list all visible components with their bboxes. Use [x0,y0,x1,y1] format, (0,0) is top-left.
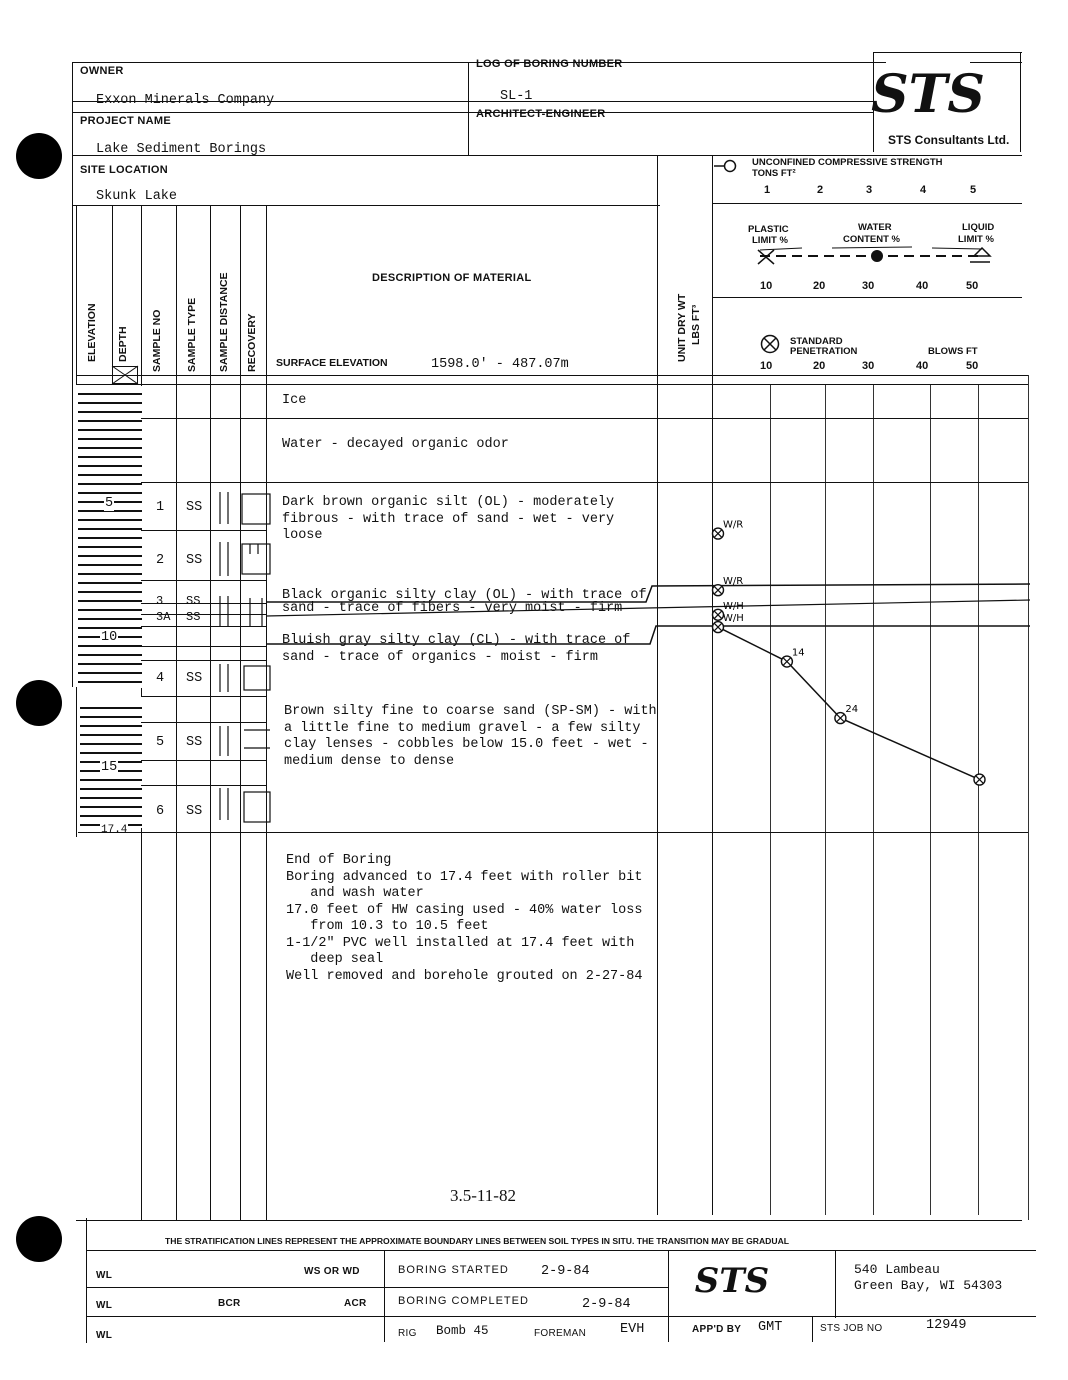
company-name: STS Consultants Ltd. [888,133,1010,147]
ucs-tick: 2 [817,184,824,196]
stratification-note: THE STRATIFICATION LINES REPRESENT THE APPROXIMATE BOUNDARY LINES BETWEEN SOIL TYPES IN SITU. THE TRANSITION MAY BE GRADUAL [165,1236,790,1246]
footer-logo-lettering: STS [694,1261,770,1301]
approved-by-value: GMT [758,1320,783,1335]
sample-type: SS [186,804,203,819]
site-location-label: SITE LOCATION [80,164,169,176]
sample-no: 4 [156,671,165,686]
sample-type: SS [186,671,203,686]
sample-type: SS [186,594,201,608]
sample-type: SS [186,735,203,750]
sample-type: SS [186,553,203,568]
approved-by-label: APP'D BY [692,1324,742,1335]
sample-no: 6 [156,804,165,819]
boring-completed-value: 2-9-84 [582,1297,631,1312]
ucs-tick: 4 [920,184,927,196]
spt-point [713,576,744,596]
log-of-boring-label: LOG OF BORING NUMBER [476,58,623,70]
surface-elevation-label: SURFACE ELEVATION [276,357,388,369]
site-value: Skunk Lake [96,189,178,204]
liquid-limit-label-2: LIMIT % [958,234,994,245]
bcr-label: BCR [218,1298,241,1309]
water-content-label-2: CONTENT % [843,234,900,245]
foreman-value: EVH [620,1322,645,1337]
sample-no: 5 [156,735,165,750]
project-value: Lake Sediment Borings [96,142,267,157]
spt-label: STANDARD [790,336,843,347]
spt-tick: 40 [916,360,929,372]
sts-footer-logo [694,1256,780,1304]
spt-point-label: 14 [791,647,805,659]
spt-point-label: W/R [723,576,744,588]
unit-dry-wt-header: UNIT DRY WT [676,293,688,362]
wl-label: WL [96,1330,113,1341]
job-number-label: STS JOB NO [820,1323,883,1334]
architect-label: ARCHITECT-ENGINEER [476,108,606,120]
address-line-2: Green Bay, WI 54303 [854,1278,1003,1293]
water-content-label: WATER [858,222,892,233]
sample-no: 1 [156,500,165,515]
rig-value: Bomb 45 [436,1324,489,1338]
spt-tick: 50 [966,360,979,372]
stratum-description: Brown silty fine to coarse sand (SP-SM) - with a little fine to medium gravel - a few silty clay lenses - cobbles below 15.0 feet - wet - medium dense to dense [284,704,657,769]
ucs-tick: 5 [970,184,977,196]
elevation-col-header: ELEVATION [86,303,98,362]
foreman-label: FOREMAN [534,1328,587,1339]
water-content-tick: 30 [862,280,875,292]
water-content-tick: 20 [813,280,826,292]
depth-mark: 15 [101,760,118,775]
recovery-col-header: RECOVERY [246,313,258,372]
unit-dry-wt-units: LBS FT³ [690,304,702,345]
liquid-limit-label: LIQUID [962,222,995,233]
owner-label: OWNER [80,65,124,77]
spt-point [781,648,804,668]
water-content-tick: 40 [916,280,929,292]
plastic-limit-label: PLASTIC [748,224,789,235]
sample-no: 2 [156,553,165,568]
surface-elevation-value: 1598.0' - 487.07m [431,357,569,372]
stratum-description: Ice [282,393,307,408]
depth-col-header: DEPTH [117,326,129,362]
ucs-units: TONS FT² [752,168,796,179]
sample-type: SS [186,500,203,515]
stratum-description: Water - decayed organic odor [282,437,509,452]
depth-mark: 5 [105,496,114,511]
spt-tick: 20 [813,360,826,372]
spt-label-2: PENETRATION [790,346,858,357]
stratum-description: Bluish gray silty clay (CL) - with trace of sand - trace of organics - moist - firm [282,633,631,665]
wl-label: WL [96,1300,113,1311]
ws-or-wd-label: WS OR WD [304,1266,360,1277]
depth-mark: 17.4 [101,824,128,836]
spt-point [713,520,744,540]
address-line-1: 540 Lambeau [854,1262,940,1277]
stratum-description: Black organic silty clay (OL) - with trace of sand - trace of fibers - very moist - firm [282,588,647,616]
water-content-tick: 10 [760,280,773,292]
owner-value: Exxon Minerals Company [96,93,275,108]
stratum-description: End of Boring Boring advanced to 17.4 feet with roller bit and wash water 17.0 feet of HW casing used - 40% water loss from 10.3 to 10.5 feet 1-1/2" PVC well installed at 17.4 feet with deep seal Well removed and borehole grouted on 2-27-84 [286,853,643,984]
spt-point [974,774,985,785]
depth-mark: 10 [101,630,118,645]
wl-label: WL [96,1270,113,1281]
sample-distance-col-header: SAMPLE DISTANCE [218,272,230,372]
ucs-label: UNCONFINED COMPRESSIVE STRENGTH [752,157,943,168]
sample-type: SS [186,610,201,624]
form-number: 3.5-11-82 [450,1186,516,1205]
rig-label: RIG [398,1328,417,1339]
blows-per-foot-label: BLOWS FT [928,346,978,357]
spt-point-label: W/R [723,519,744,531]
acr-label: ACR [344,1298,367,1309]
sample-type-col-header: SAMPLE TYPE [186,297,198,372]
sample-no: 3 [156,594,164,608]
spt-tick: 30 [862,360,875,372]
description-header: DESCRIPTION OF MATERIAL [372,272,532,284]
plastic-limit-label-2: LIMIT % [752,235,788,246]
boring-started-label: BORING STARTED [398,1264,509,1276]
boring-completed-label: BORING COMPLETED [398,1295,529,1307]
job-number-value: 12949 [926,1318,967,1333]
stratum-description: Dark brown organic silt (OL) - moderately fibrous - with trace of sand - wet - very loose [282,495,615,543]
water-content-tick: 50 [966,280,979,292]
spt-tick: 10 [760,360,773,372]
ucs-tick: 3 [866,184,873,196]
spt-point-label: W/H [723,613,744,625]
sample-no-col-header: SAMPLE NO [151,309,163,372]
logo-lettering: STS [871,64,985,125]
project-label: PROJECT NAME [80,115,171,127]
spt-point-label: 24 [845,704,859,716]
spt-point-label: W/H [723,600,744,612]
sample-no: 3A [156,610,171,624]
boring-number: SL-1 [500,89,533,104]
ucs-tick: 1 [764,184,771,196]
boring-started-value: 2-9-84 [541,1264,590,1279]
